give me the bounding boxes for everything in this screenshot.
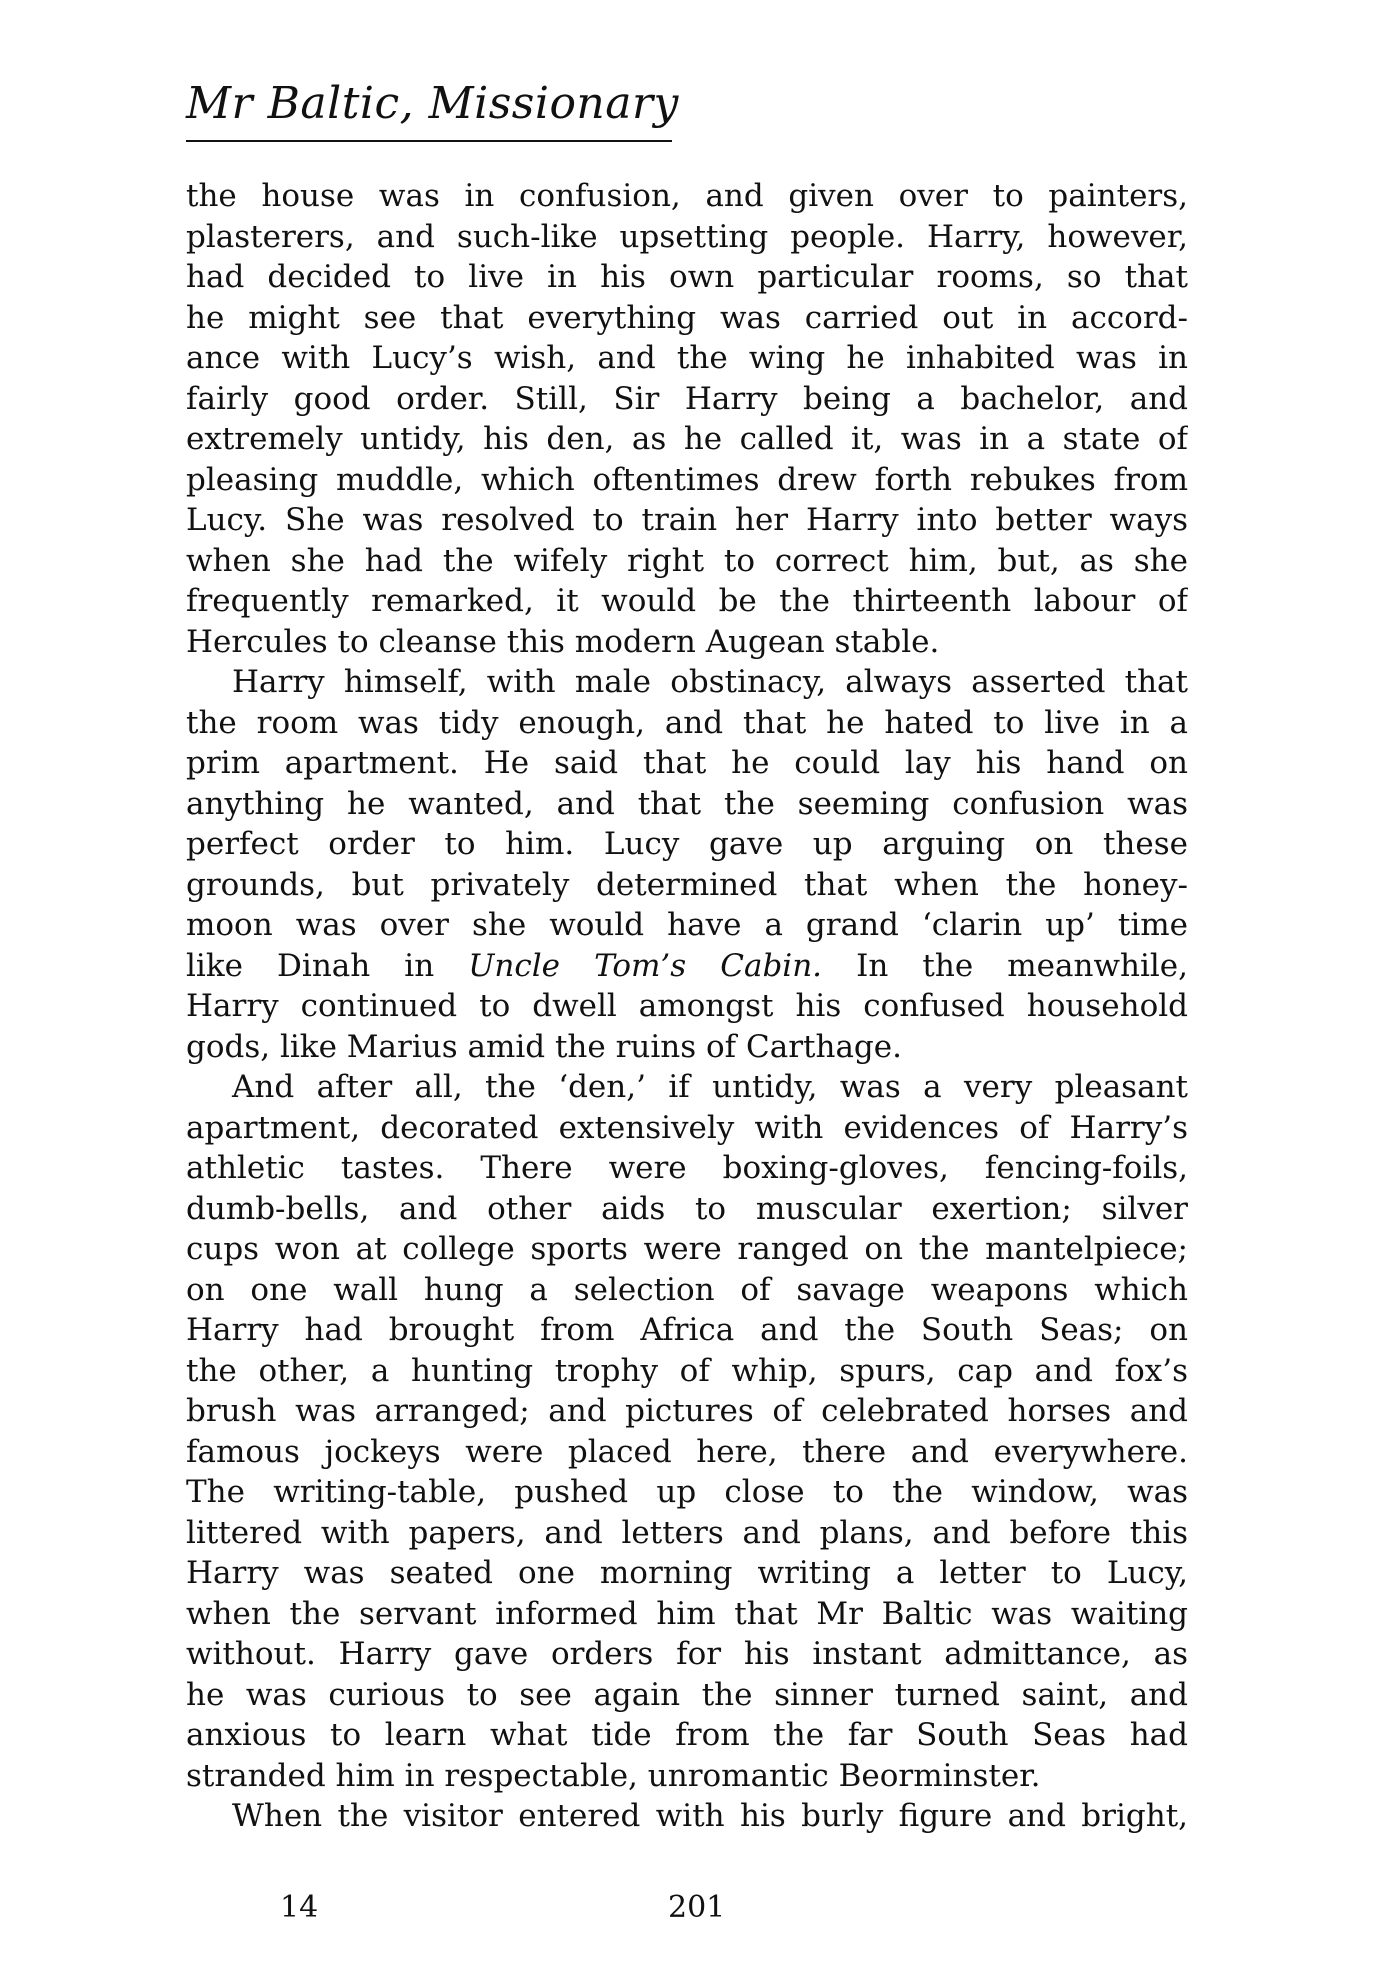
text-line: he was curious to see again the sinner turned saint, and <box>186 1676 1188 1713</box>
text-line: pleasing muddle, which oftentimes drew forth rebukes from <box>186 461 1188 498</box>
header-rule <box>186 140 672 142</box>
paragraph <box>186 1796 1188 1837</box>
text-line: frequently remarked, it would be the thirteenth labour of <box>186 583 1188 619</box>
paragraph <box>186 662 1188 1067</box>
text-line: plasterers, and such-like upsetting people. Harry, however, <box>186 218 1188 255</box>
paragraph <box>186 1067 1188 1796</box>
line-end: In the meanwhile, <box>822 947 1188 984</box>
book-title: Uncle Tom’s Cabin. <box>468 947 823 984</box>
text-line: had decided to live in his own particular rooms, so that <box>186 259 1188 295</box>
text-line: And after all, the ‘den,’ if untidy, was a very pleasant <box>232 1069 1188 1105</box>
text-line: brush was arranged; and pictures of celebrated horses and <box>186 1393 1188 1429</box>
text-line: without. Harry gave orders for his instant admittance, as <box>186 1636 1188 1672</box>
text-line: the house was in confusion, and given over to painters, <box>186 178 1188 214</box>
text-line: apartment, decorated extensively with evidences of Harry’s <box>186 1109 1188 1146</box>
text-line: Harry himself, with male obstinacy, always asserted that <box>232 664 1188 700</box>
text-line: the room was tidy enough, and that he hated to live in a <box>186 704 1188 741</box>
line-start: like Dinah in <box>186 947 469 984</box>
text-line: grounds, but privately determined that when the honey- <box>186 866 1188 903</box>
signature-mark: 14 <box>280 1890 319 1925</box>
text-line: ance with Lucy’s wish, and the wing he inhabited was in <box>186 340 1188 376</box>
text-line: gods, like Marius amid the ruins of Carthage. <box>186 1028 902 1065</box>
paragraph <box>186 176 1188 662</box>
text-line: Harry was seated one morning writing a letter to Lucy, <box>186 1555 1188 1591</box>
text-line: anxious to learn what tide from the far South Seas had <box>186 1717 1188 1753</box>
text-line: famous jockeys were placed here, there and everywhere. <box>186 1433 1188 1470</box>
text-line: dumb-bells, and other aids to muscular exertion; silver <box>186 1190 1188 1227</box>
text-line: fairly good order. Still, Sir Harry being a bachelor, and <box>186 380 1188 417</box>
text-line: stranded him in respectable, unromantic Beorminster. <box>186 1757 1041 1794</box>
text-line: perfect order to him. Lucy gave up arguing on these <box>186 826 1188 862</box>
text-line: The writing-table, pushed up close to the window, was <box>186 1474 1188 1510</box>
text-line: when the servant informed him that Mr Baltic was waiting <box>186 1595 1188 1632</box>
page-number: 201 <box>668 1890 726 1925</box>
text-line: the other, a hunting trophy of whip, spurs, cap and fox’s <box>186 1352 1188 1389</box>
text-line: When the visitor entered with his burly figure and bright, <box>232 1798 1188 1834</box>
text-line: Lucy. She was resolved to train her Harry into better ways <box>186 502 1188 538</box>
text-line: Harry had brought from Africa and the South Seas; on <box>186 1312 1188 1348</box>
text-line: prim apartment. He said that he could lay his hand on <box>186 745 1188 781</box>
text-line: Harry continued to dwell amongst his confused household <box>186 988 1188 1024</box>
text-line: athletic tastes. There were boxing-gloves, fencing-foils, <box>186 1150 1188 1186</box>
body-text <box>186 176 1188 1837</box>
text-line: cups won at college sports were ranged on the mantelpiece; <box>186 1231 1188 1267</box>
text-line: moon was over she would have a grand ‘clarin up’ time <box>186 907 1188 943</box>
text-line: littered with papers, and letters and plans, and before this <box>186 1514 1188 1551</box>
text-line: extremely untidy, his den, as he called it, was in a state of <box>186 421 1188 457</box>
text-line: when she had the wifely right to correct him, but, as she <box>186 542 1188 579</box>
text-line: anything he wanted, and that the seeming confusion was <box>186 785 1188 822</box>
text-line: he might see that everything was carried out in accord- <box>186 299 1188 336</box>
text-line: on one wall hung a selection of savage weapons which <box>186 1271 1188 1308</box>
text-line-with-title <box>186 946 1188 987</box>
text-line: Hercules to cleanse this modern Augean stable. <box>186 623 940 660</box>
running-head: Mr Baltic, Missionary <box>186 78 679 129</box>
